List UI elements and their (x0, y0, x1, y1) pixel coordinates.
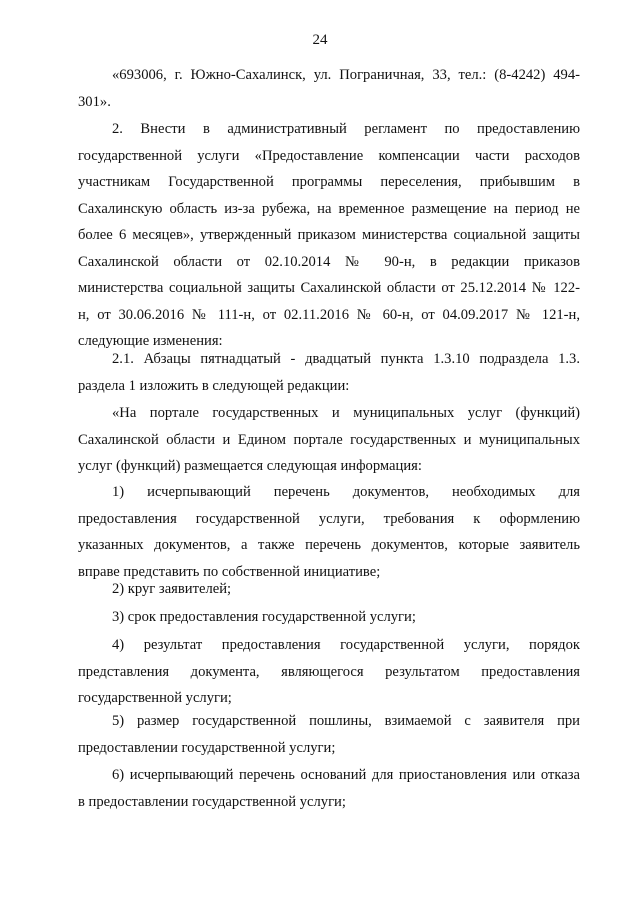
text-line: 2.1. Абзацы пятнадцатый - двадцатый пункта 1.3.10 подраздела 1.3. (112, 351, 580, 367)
text-line: 3) срок предоставления государственной услуги; (112, 609, 416, 625)
text-line: 301». (78, 93, 111, 110)
text-line: Сахалинской области и Едином портале государственных и муниципальных (78, 431, 580, 448)
list-item-6 (78, 762, 580, 815)
list-item-1 (78, 479, 580, 585)
text-line: 1) исчерпывающий перечень документов, необходимых для (112, 484, 580, 500)
paragraph-address (78, 62, 580, 115)
text-line: «693006, г. Южно-Сахалинск, ул. Пограничная, 33, тел.: (8-4242) 494- (112, 67, 580, 83)
text-line: государственной услуги; (78, 690, 232, 706)
paragraph-amendment (78, 116, 580, 355)
paragraph-2-1 (78, 346, 580, 399)
text-line: раздела 1 изложить в следующей редакции: (78, 377, 350, 394)
text-line: представления документа, являющегося результатом предоставления (78, 663, 580, 680)
text-line: н, от 30.06.2016 № 111-н, от 02.11.2016 № 60-н, от 04.09.2017 № 121-н, (78, 306, 580, 323)
text-line: Сахалинской области от 02.10.2014 № 90-н, в редакции приказов (78, 253, 580, 270)
text-line: вправе представить по собственной инициативе; (78, 563, 381, 580)
text-line: 2. Внести в административный регламент по предоставлению (112, 121, 580, 137)
text-line: 2) круг заявителей; (112, 581, 232, 597)
text-line: Сахалинскую область из-за рубежа, на временное размещение на период не (78, 200, 580, 217)
paragraph-portal-info (78, 400, 580, 480)
list-item-4 (78, 632, 580, 712)
text-line: в предоставлении государственной услуги; (78, 793, 346, 810)
text-line: участникам Государственной программы переселения, прибывшим в (78, 174, 580, 190)
text-line: «На портале государственных и муниципальных услуг (функций) (112, 405, 580, 421)
list-item-2 (78, 576, 580, 603)
text-line: предоставления государственной услуги, требования к оформлению (78, 510, 580, 527)
text-line: более 6 месяцев», утвержденный приказом министерства социальной защиты (78, 227, 580, 243)
text-line: 5) размер государственной пошлины, взимаемой с заявителя при (112, 713, 580, 729)
text-line: государственной услуги «Предоставление компенсации части расходов (78, 147, 580, 164)
text-line: услуг (функций) размещается следующая информация: (78, 458, 422, 474)
text-line: министерства социальной защиты Сахалинской области от 25.12.2014 № 122- (78, 280, 580, 296)
page-number: 24 (312, 32, 328, 48)
list-item-5 (78, 708, 580, 761)
text-line: 6) исчерпывающий перечень оснований для приостановления или отказа (112, 767, 580, 783)
text-line: указанных документов, а также перечень документов, которые заявитель (78, 537, 580, 553)
text-line: предоставлении государственной услуги; (78, 739, 336, 756)
text-line: 4) результат предоставления государственной услуги, порядок (112, 637, 580, 653)
list-item-3 (78, 604, 580, 631)
text-line: следующие изменения: (78, 333, 223, 349)
